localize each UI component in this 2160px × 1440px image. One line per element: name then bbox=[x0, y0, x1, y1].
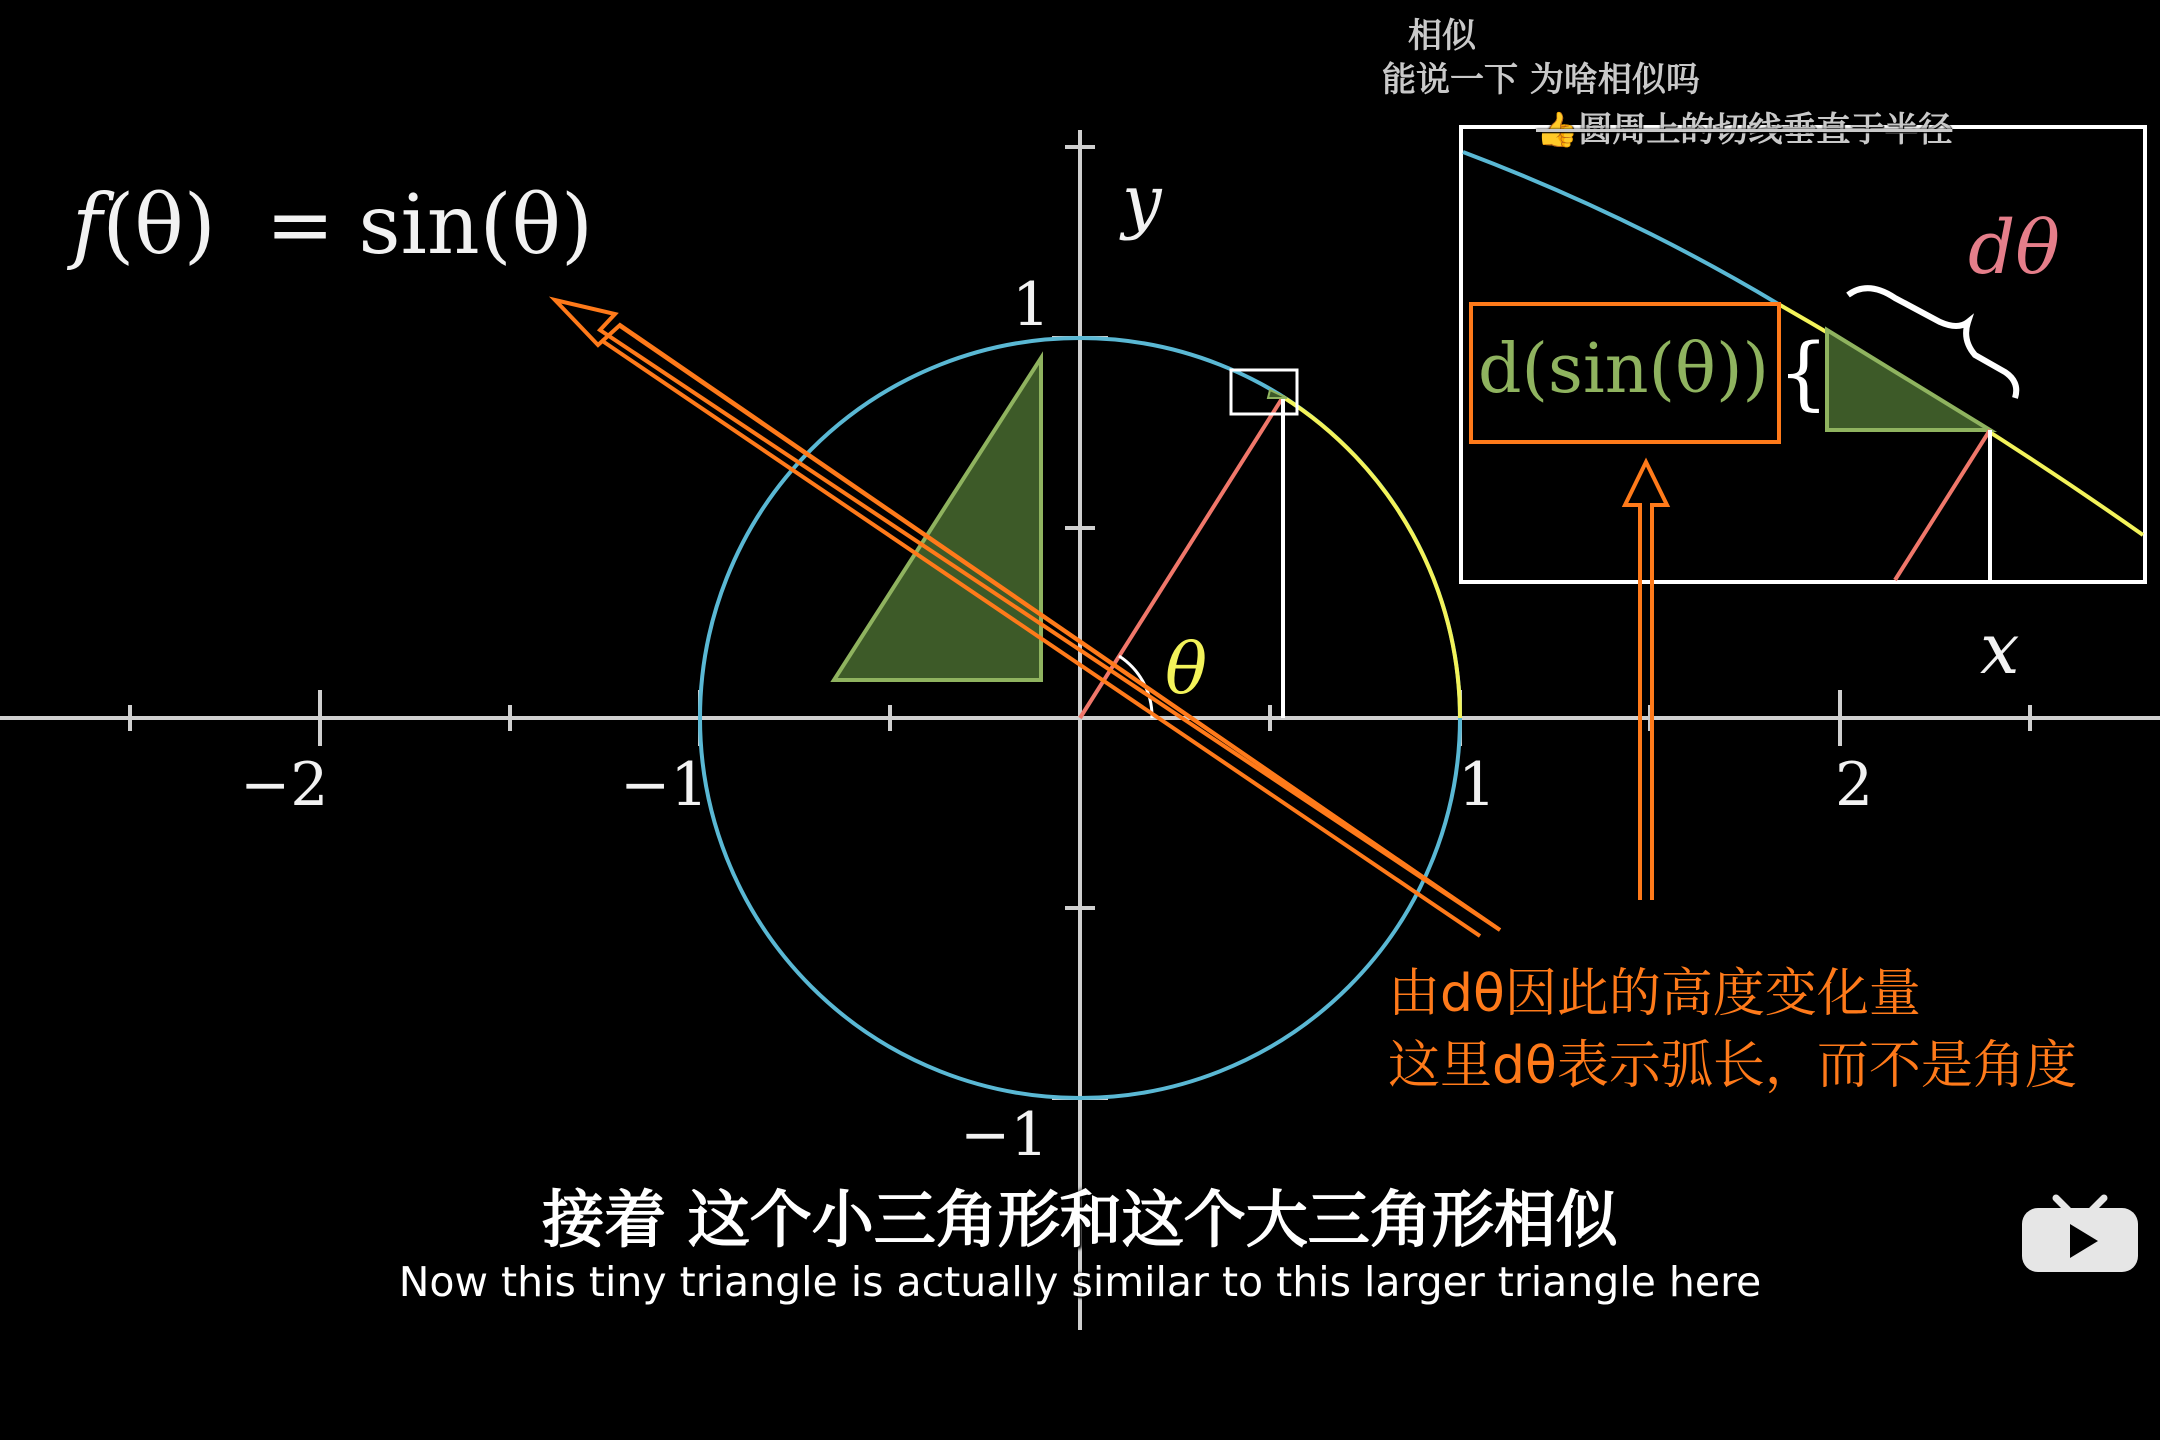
theta-label: θ bbox=[1165, 628, 1208, 710]
dtheta-label: dθ bbox=[1968, 205, 2060, 291]
formula-equals: = bbox=[265, 178, 335, 273]
danmaku-comment: 相似 bbox=[1408, 16, 1476, 56]
annotation-line-1: 由dθ因此的高度变化量 bbox=[1388, 964, 1921, 1024]
dsin-label: d(sin(θ)) bbox=[1478, 330, 1770, 409]
y-tick-label-neg1: −1 bbox=[960, 1100, 1049, 1170]
y-tick-label-1: 1 bbox=[1012, 270, 1051, 340]
dsin-brace: { bbox=[1778, 326, 1829, 419]
x-tick-label-neg2: −2 bbox=[240, 750, 329, 820]
x-axis-label: x bbox=[1980, 608, 2020, 690]
tv-logo-icon[interactable] bbox=[2020, 1192, 2140, 1274]
subtitle-english: Now this tiny triangle is actually similar to this larger triangle here bbox=[398, 1258, 1762, 1306]
danmaku-comment: 👍圆周上的切线垂直于半径 bbox=[1536, 110, 1953, 150]
y-axis-label: y bbox=[1122, 160, 1162, 242]
theta-arc bbox=[1283, 397, 1460, 718]
formula-f: f bbox=[72, 178, 103, 273]
x-tick-label-2: 2 bbox=[1835, 750, 1874, 820]
annotation-line-2: 这里dθ表示弧长，而不是角度 bbox=[1388, 1036, 2077, 1096]
x-tick-label-neg1: −1 bbox=[620, 750, 709, 820]
formula-sin-arg: (θ) bbox=[479, 178, 593, 273]
zoom-box bbox=[1231, 370, 1297, 414]
formula bbox=[72, 178, 593, 273]
x-tick-label-1: 1 bbox=[1458, 750, 1497, 820]
subtitle-chinese: 接着 这个小三角形和这个大三角形相似 bbox=[542, 1183, 1618, 1256]
danmaku-comment: 能说一下 为啥相似吗 bbox=[1382, 60, 1700, 100]
formula-theta-arg: (θ) bbox=[102, 178, 216, 273]
formula-sin: sin bbox=[358, 178, 480, 273]
